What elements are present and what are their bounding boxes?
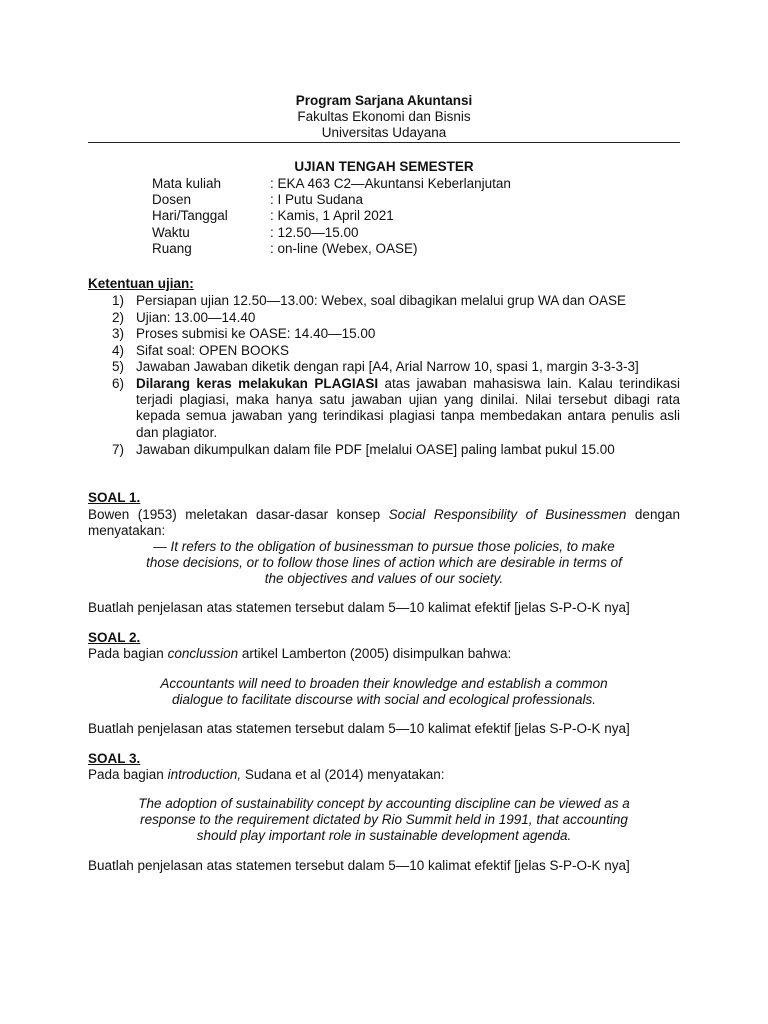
quote-line: The adoption of sustainability concept by accounting discipline can be viewed as a bbox=[138, 796, 630, 811]
info-label-date: Hari/Tanggal bbox=[152, 208, 228, 223]
question-instruction: Buatlah penjelasan atas statemen tersebut dalam 5—10 kalimat efektif [jelas S-P-O-K nya] bbox=[88, 721, 630, 736]
quote-line: those decisions, or to follow those lines of action which are desirable in terms of bbox=[146, 555, 622, 571]
question-instruction: Buatlah penjelasan atas statemen tersebut dalam 5—10 kalimat efektif [jelas S-P-O-K nya] bbox=[88, 600, 630, 615]
intro-text: artikel Lamberton (2005) disimpulkan bahwa: bbox=[238, 646, 512, 661]
intro-emphasis: introduction, bbox=[167, 767, 242, 782]
quote-line: the objectives and values of our society. bbox=[264, 571, 504, 587]
question-title: SOAL 3. bbox=[88, 751, 141, 766]
quote-line: dialogue to facilitate discourse with social and ecological professionals. bbox=[172, 692, 596, 708]
intro-text: Pada bagian bbox=[88, 767, 168, 782]
info-value-lecturer: : I Putu Sudana bbox=[270, 192, 364, 207]
info-label-time: Waktu bbox=[152, 225, 190, 240]
intro-text: Sudana et al (2014) menyatakan: bbox=[241, 767, 445, 782]
exam-title: UJIAN TENGAH SEMESTER bbox=[294, 159, 474, 174]
question-intro bbox=[88, 767, 680, 783]
intro-emphasis: Social Responsibility of Businessmen bbox=[388, 507, 627, 522]
rules-heading: Ketentuan ujian: bbox=[88, 276, 194, 291]
info-value-course: : EKA 463 C2—Akuntansi Keberlanjutan bbox=[270, 176, 511, 191]
quote-line: — It refers to the obligation of businessman to pursue those policies, to make bbox=[153, 539, 615, 554]
info-value-room: : on-line (Webex, OASE) bbox=[270, 241, 418, 256]
faculty-name: Fakultas Ekonomi dan Bisnis bbox=[297, 109, 471, 124]
rule-text: Persiapan ujian 12.50—13.00: Webex, soal dibagikan melalui grup WA dan OASE bbox=[136, 293, 627, 308]
rule-text bbox=[136, 376, 680, 441]
intro-text: Pada bagian bbox=[88, 646, 168, 661]
quote-line: response to the requirement dictated by Rio Summit held in 1991, that accounting bbox=[140, 812, 628, 828]
question-title: SOAL 1. bbox=[88, 490, 141, 505]
question-quote bbox=[120, 676, 648, 708]
rule-number: 7) bbox=[112, 442, 125, 457]
rule-text: Jawaban Jawaban diketik dengan rapi [A4, Arial Narrow 10, spasi 1, margin 3-3-3-3] bbox=[136, 359, 639, 374]
rule-text: Proses submisi ke OASE: 14.40—15.00 bbox=[136, 326, 376, 341]
info-label-room: Ruang bbox=[152, 241, 192, 256]
rule-text: Jawaban dikumpulkan dalam file PDF [melalui OASE] paling lambat pukul 15.00 bbox=[136, 442, 615, 457]
intro-emphasis: conclussion bbox=[167, 646, 239, 661]
rule-number: 2) bbox=[112, 310, 125, 325]
rule-number: 3) bbox=[112, 326, 125, 341]
question-quote bbox=[120, 539, 648, 588]
question-instruction: Buatlah penjelasan atas statemen tersebut dalam 5—10 kalimat efektif [jelas S-P-O-K nya] bbox=[88, 858, 630, 873]
rule-number: 6) bbox=[112, 376, 125, 391]
university-name: Universitas Udayana bbox=[321, 125, 447, 140]
question-intro bbox=[88, 507, 680, 539]
plagiarism-warning: Dilarang keras melakukan PLAGIASI bbox=[136, 376, 379, 391]
question-title: SOAL 2. bbox=[88, 630, 141, 645]
question-quote bbox=[120, 796, 648, 845]
plagiarism-text: atas jawaban mahasiswa lain. Kalau terindikasi terjadi plagiasi, maka hanya satu jawaban ujian yang dinilai. Nilai tersebut dibagi rata kepada semua jawaban yang terindikasi plagiasi tanpa membedakan antara penulis asli dan plagiator. bbox=[136, 376, 680, 440]
intro-text: Bowen (1953) meletakan dasar-dasar konsep bbox=[88, 507, 389, 522]
rule-text: Sifat soal: OPEN BOOKS bbox=[136, 343, 290, 358]
info-label-lecturer: Dosen bbox=[152, 192, 192, 207]
header-divider bbox=[88, 142, 680, 143]
rule-number: 1) bbox=[112, 293, 125, 308]
info-label-course: Mata kuliah bbox=[152, 176, 222, 191]
intro-text: dengan menyatakan: bbox=[88, 507, 680, 539]
rule-number: 4) bbox=[112, 343, 125, 358]
program-title: Program Sarjana Akuntansi bbox=[295, 93, 473, 108]
quote-line: Accountants will need to broaden their knowledge and establish a common bbox=[160, 676, 608, 691]
question-intro bbox=[88, 646, 680, 662]
rule-number: 5) bbox=[112, 359, 125, 374]
rule-text: Ujian: 13.00—14.40 bbox=[136, 310, 256, 325]
info-value-time: : 12.50—15.00 bbox=[270, 225, 359, 240]
quote-line: should play important role in sustainable development agenda. bbox=[196, 828, 572, 844]
info-value-date: : Kamis, 1 April 2021 bbox=[270, 208, 394, 223]
